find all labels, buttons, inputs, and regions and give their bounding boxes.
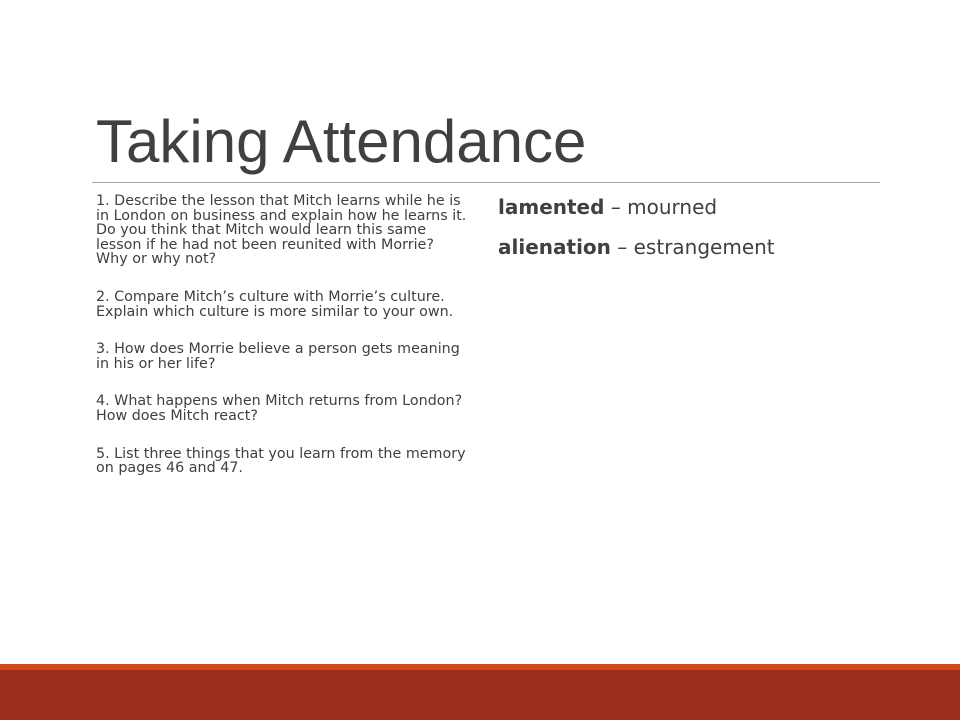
vocab-separator: – <box>610 235 634 259</box>
vocab-item <box>498 232 878 262</box>
title-divider <box>92 182 880 183</box>
vocab-separator: – <box>604 195 628 219</box>
question-4: 4. What happens when Mitch returns from London? How does Mitch react? <box>96 393 463 424</box>
vocab-term: alienation <box>498 235 611 259</box>
question-2: 2. Compare Mitch’s culture with Morrie’s culture. Explain which culture is more similar to your own. <box>96 288 454 320</box>
question-3: 3. How does Morrie believe a person gets meaning in his or her life? <box>96 341 460 372</box>
vocab-item <box>498 192 878 222</box>
vocab-term: lamented <box>498 195 605 219</box>
footer-bar <box>0 670 960 720</box>
slide-title: Taking Attendance <box>96 108 587 175</box>
vocab-definition: mourned <box>627 195 718 219</box>
vocabulary-list <box>498 192 878 272</box>
question-5: 5. List three things that you learn from the memory on pages 46 and 47. <box>96 445 466 477</box>
question-1: 1. Describe the lesson that Mitch learns while he is in London on business and explain how he learns it. Do you think that Mitch would learn this same lesson if he had not been reunited with Morrie? Why or why not? <box>96 193 467 268</box>
vocab-definition: estrangement <box>633 235 775 259</box>
discussion-questions <box>96 194 468 476</box>
